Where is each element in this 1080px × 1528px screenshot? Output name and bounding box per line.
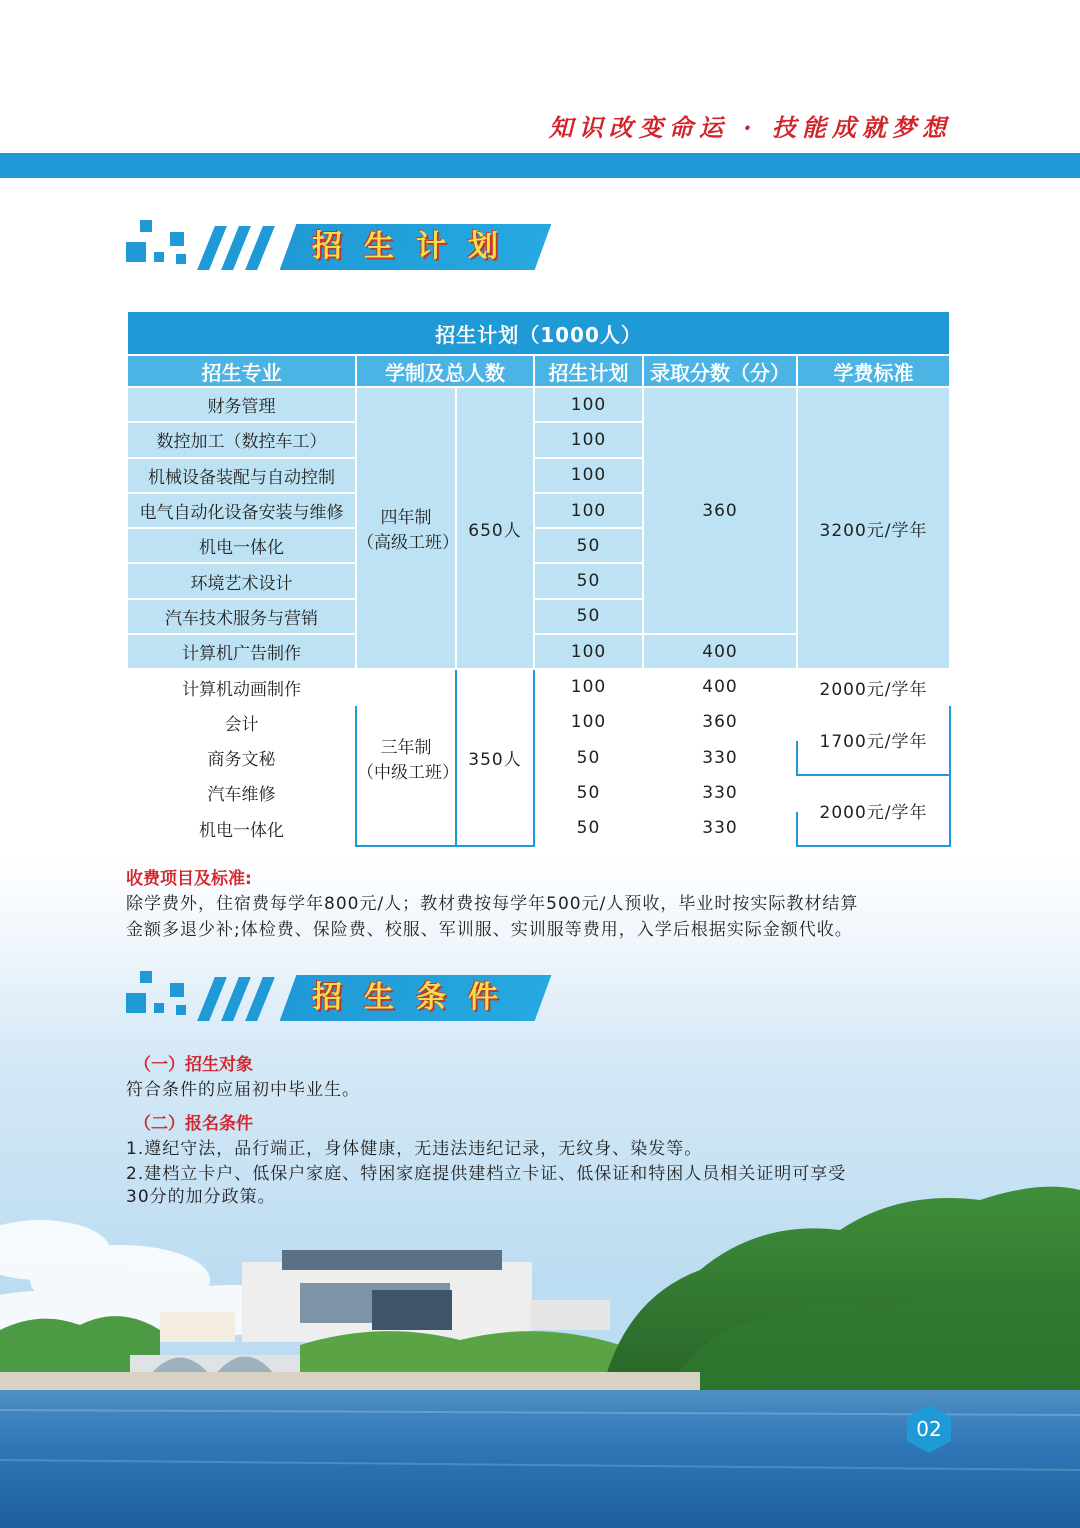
fees-heading: 收费项目及标准: — [126, 869, 252, 889]
major-cell: 机电一体化 — [127, 811, 356, 846]
major-cell: 机电一体化 — [127, 528, 356, 563]
score-cell: 400 — [643, 669, 797, 704]
score-cell: 360 — [643, 705, 797, 740]
conditions-item: 2.建档立卡户、低保户家庭、特困家庭提供建档立卡证、低保证和特困人员相关证明可享受 30分的加分政策。 — [126, 1164, 847, 1207]
plan-cell: 100 — [534, 458, 643, 493]
major-cell: 机械设备装配与自动控制 — [127, 458, 356, 493]
decor-square-icon — [126, 993, 146, 1013]
plan-cell: 100 — [534, 422, 643, 457]
system-cell: 四年制 （高级工班） — [356, 387, 456, 669]
page-number-badge — [906, 1404, 952, 1454]
column-header: 录取分数（分） — [643, 355, 797, 387]
slogan: 知识改变命运 · 技能成就梦想 — [548, 113, 952, 142]
major-cell: 数控加工（数控车工） — [127, 422, 356, 457]
plan-cell: 100 — [534, 634, 643, 669]
score-cell: 330 — [643, 740, 797, 775]
column-header: 招生计划 — [534, 355, 643, 387]
column-header: 学制及总人数 — [356, 355, 534, 387]
fee-cell: 2000元/学年 — [797, 669, 950, 704]
section-title: 招生条件 — [312, 980, 520, 1015]
plan-cell: 50 — [534, 528, 643, 563]
enrollment-table — [126, 310, 951, 847]
plan-cell: 50 — [534, 740, 643, 775]
major-cell: 汽车维修 — [127, 775, 356, 810]
decor-square-icon — [140, 971, 152, 983]
fees-text — [126, 891, 956, 943]
table-row — [127, 387, 950, 422]
column-header: 招生专业 — [127, 355, 356, 387]
major-cell: 环境艺术设计 — [127, 563, 356, 598]
major-cell: 电气自动化设备安装与维修 — [127, 493, 356, 528]
total-cell: 650人 — [456, 387, 534, 669]
plan-cell: 100 — [534, 705, 643, 740]
fees-line: 金额多退少补;体检费、保险费、校服、军训服、实训服等费用，入学后根据实际金额代收。 — [126, 920, 853, 940]
plan-cell: 50 — [534, 811, 643, 846]
decor-square-icon — [126, 242, 146, 262]
major-cell: 计算机广告制作 — [127, 634, 356, 669]
decor-square-icon — [140, 220, 152, 232]
decor-square-icon — [154, 1003, 164, 1013]
decor-square-icon — [176, 1005, 186, 1015]
score-cell: 400 — [643, 634, 797, 669]
plan-cell: 100 — [534, 387, 643, 422]
plan-cell: 100 — [534, 669, 643, 704]
decor-square-icon — [170, 983, 184, 997]
plan-cell: 50 — [534, 599, 643, 634]
section-title: 招生计划 — [312, 229, 520, 264]
fees-line: 除学费外，住宿费每学年800元/人；教材费按每学年500元/人预收，毕业时按实际教材结算 — [126, 894, 859, 914]
conditions-subheading: （二）报名条件 — [134, 1114, 253, 1134]
major-cell: 会计 — [127, 705, 356, 740]
conditions-item: 1.遵纪守法，品行端正，身体健康，无违法违纪记录，无纹身、染发等。 — [126, 1139, 703, 1159]
section-header-conditions — [126, 971, 556, 1027]
total-cell: 350人 — [456, 669, 534, 845]
fee-cell: 1700元/学年 — [797, 705, 950, 776]
column-header: 学费标准 — [797, 355, 950, 387]
score-cell: 330 — [643, 775, 797, 810]
section-header-plan — [126, 220, 556, 276]
page-number: 02 — [916, 1417, 942, 1441]
decor-square-icon — [154, 252, 164, 262]
plan-cell: 50 — [534, 563, 643, 598]
system-cell: 三年制 （中级工班） — [356, 669, 456, 845]
conditions-subheading: （一）招生对象 — [134, 1055, 253, 1075]
plan-cell: 100 — [534, 493, 643, 528]
major-cell: 财务管理 — [127, 387, 356, 422]
decor-square-icon — [176, 254, 186, 264]
header-band — [0, 153, 1080, 178]
decor-stripe-icon — [245, 226, 275, 270]
table-row — [127, 705, 950, 740]
decor-stripe-icon — [245, 977, 275, 1021]
plan-cell: 50 — [534, 775, 643, 810]
fee-cell: 2000元/学年 — [797, 775, 950, 846]
score-cell: 330 — [643, 811, 797, 846]
major-cell: 计算机动画制作 — [127, 669, 356, 704]
major-cell: 商务文秘 — [127, 740, 356, 775]
score-cell: 360 — [643, 387, 797, 634]
decor-square-icon — [170, 232, 184, 246]
fee-cell: 3200元/学年 — [797, 387, 950, 669]
table-row — [127, 669, 950, 704]
table-row — [127, 775, 950, 810]
table-caption: 招生计划（1000人） — [127, 311, 950, 355]
conditions-text: 符合条件的应届初中毕业生。 — [126, 1080, 360, 1100]
major-cell: 汽车技术服务与营销 — [127, 599, 356, 634]
